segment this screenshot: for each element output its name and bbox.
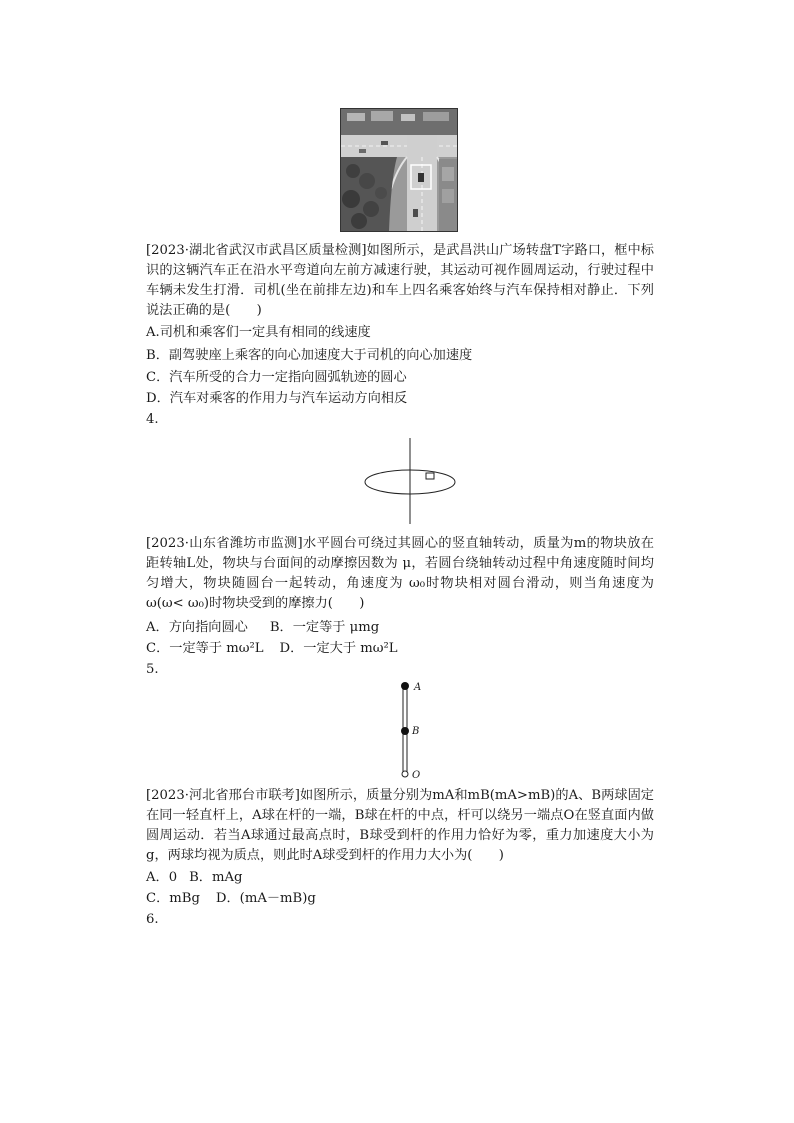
q5-option-c[interactable]: C．mBg bbox=[146, 891, 200, 906]
intersection-aerial-photo bbox=[340, 108, 458, 232]
rotating-disk-diagram bbox=[362, 436, 458, 526]
q4-options-row1 bbox=[146, 618, 379, 638]
q4-option-a[interactable]: A．方向指向圆心 bbox=[146, 620, 248, 635]
q5-option-a[interactable]: A．0 bbox=[146, 870, 178, 885]
q6-number: 6. bbox=[146, 912, 159, 927]
q4-number: 4. bbox=[146, 412, 159, 427]
label-a: A bbox=[414, 682, 422, 693]
q3-option-d[interactable]: D．汽车对乘客的作用力与汽车运动方向相反 bbox=[146, 391, 408, 406]
q3-stem: [2023·湖北省武汉市武昌区质量检测]如图所示，是武昌洪山广场转盘T字路口，框中标识的这辆汽车正在沿水平弯道向左前方减速行驶，其运动可视作圆周运动，行驶过程中车辆未发生打滑．司机(坐在前排左边)和车上四名乘客始终与汽车保持相对静止．下列说法正确的是( ) bbox=[146, 243, 654, 318]
q3-option-b[interactable]: B．副驾驶座上乘客的向心加速度大于司机的向心加速度 bbox=[146, 348, 473, 363]
q3-option-a[interactable]: A.司机和乘客们一定具有相同的线速度 bbox=[146, 325, 371, 340]
q5-number: 5. bbox=[146, 662, 159, 677]
label-o: O bbox=[412, 770, 421, 781]
q5-stem: [2023·河北省邢台市联考]如图所示，质量分别为mA和mB(mA>mB)的A、B两球固定在同一轻直杆上，A球在杆的一端，B球在杆的中点，杆可以绕另一端点O在竖直面内做圆周运动．若当A球通过最高点时，B球受到杆的作用力恰好为零，重力加速度大小为g，两球均视为质点，则此时A球受到杆的作用力大小为( ) bbox=[146, 788, 654, 863]
q5-options-row1 bbox=[146, 868, 242, 888]
label-b: B bbox=[412, 726, 420, 737]
q4-stem: [2023·山东省潍坊市监测]水平圆台可绕过其圆心的竖直轴转动，质量为m的物块放在距转轴L处，物块与台面间的动摩擦因数为 μ，若圆台绕轴转动过程中角速度随时间均匀增大，物块随圆台一起转动，角速度为 ω₀时物块相对圆台滑动，则当角速度为 ω(ω< ω₀)时物块受到的摩擦力( ) bbox=[146, 536, 654, 611]
q3-option-c[interactable]: C．汽车所受的合力一定指向圆弧轨迹的圆心 bbox=[146, 370, 407, 385]
q5-option-d[interactable]: D．(mA－mB)g bbox=[215, 891, 316, 906]
q4-option-c[interactable]: C．一定等于 mω²L bbox=[146, 641, 264, 656]
q4-option-b[interactable]: B．一定等于 μmg bbox=[269, 620, 380, 635]
q5-options-row2 bbox=[146, 889, 316, 909]
q4-option-d[interactable]: D．一定大于 mω²L bbox=[279, 641, 398, 656]
q4-options-row2 bbox=[146, 639, 398, 659]
q5-option-b[interactable]: B．mAg bbox=[189, 870, 243, 885]
